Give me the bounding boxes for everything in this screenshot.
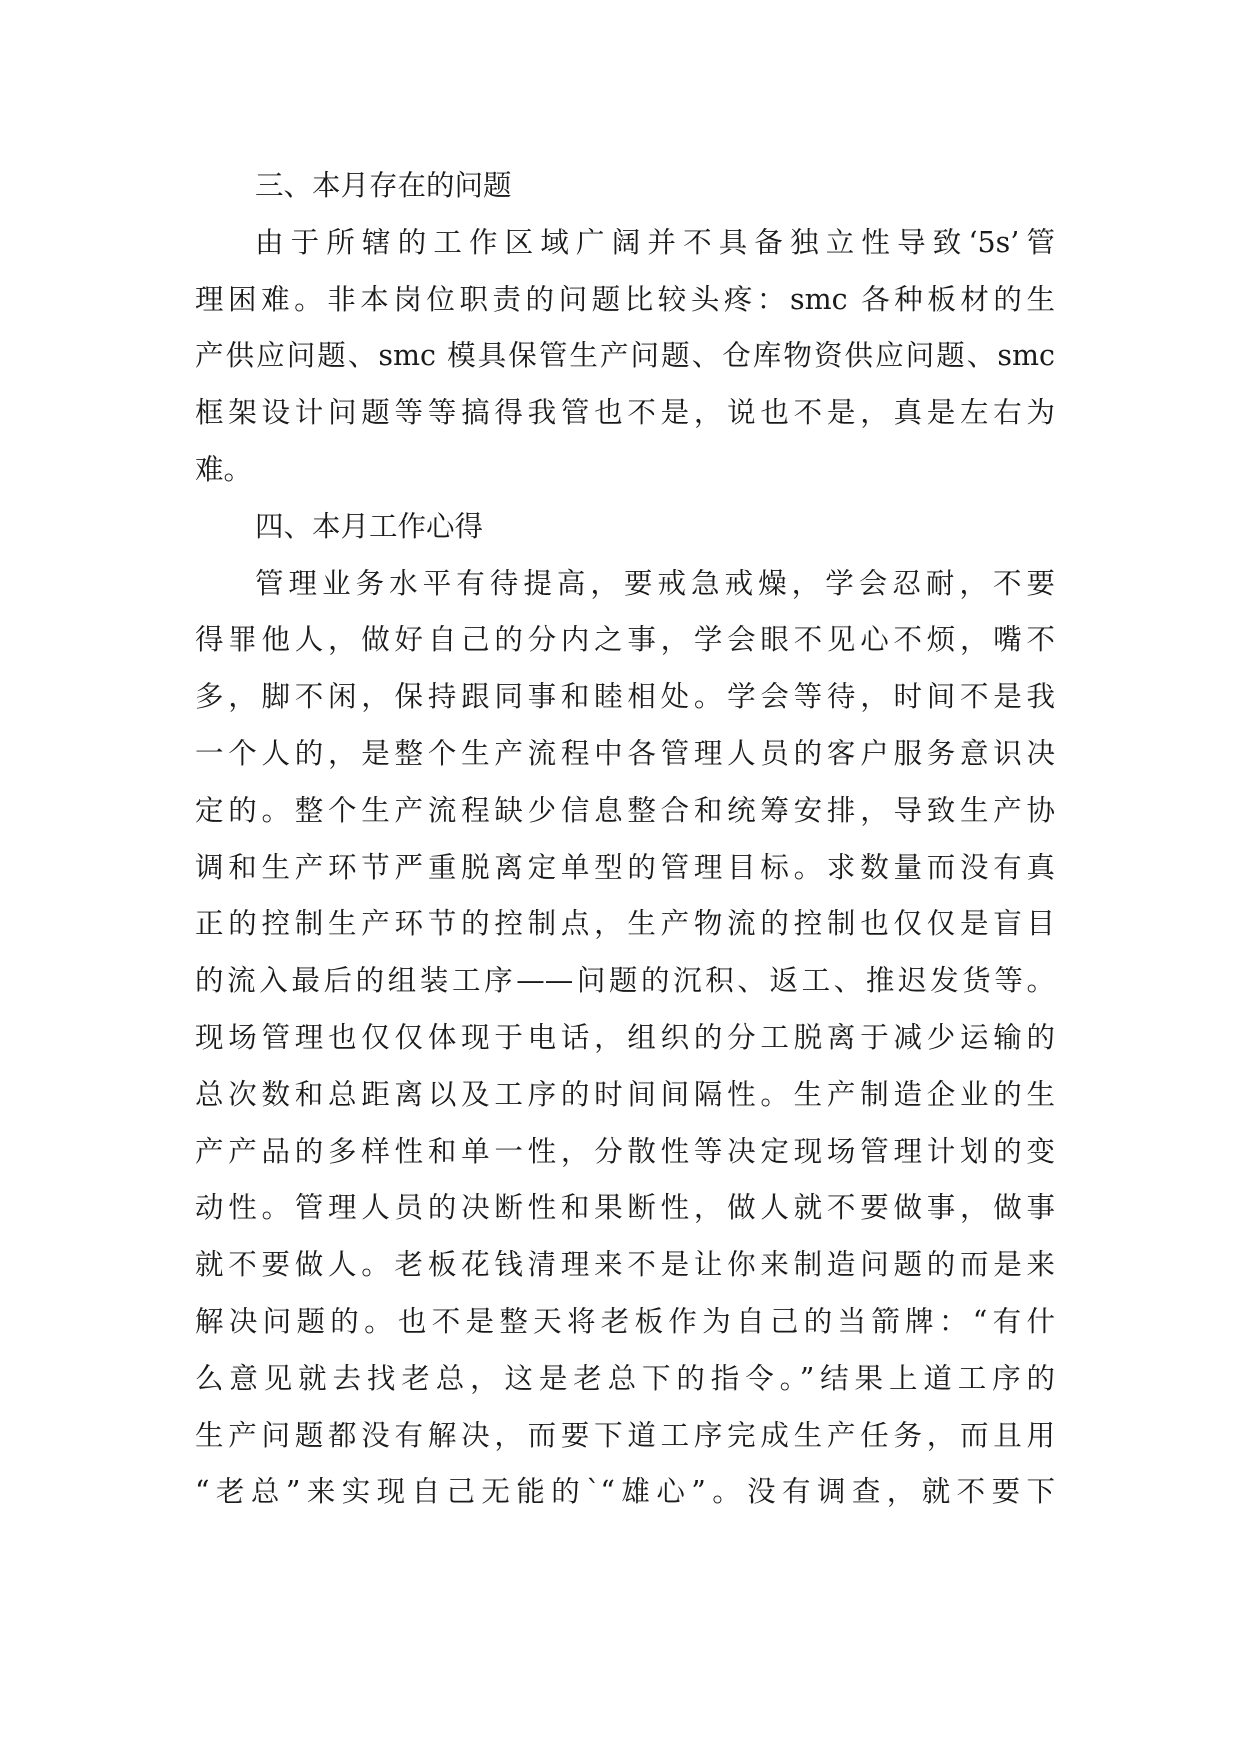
paragraph-line: 产产品的多样性和单一性，分散性等决定现场管理计划的变 (195, 1134, 1055, 1168)
paragraph-line: 动性。管理人员的决断性和果断性，做人就不要做事，做事 (195, 1191, 1055, 1225)
paragraph-line: 定的。整个生产流程缺少信息整合和统筹安排，导致生产协 (195, 793, 1055, 827)
paragraph-line: 产供应问题、smc 模具保管生产问题、仓库物资供应问题、smc (195, 339, 1055, 373)
paragraph-line: 由于所辖的工作区域广阔并不具备独立性导致‘5s’管 (255, 225, 1055, 259)
paragraph-line: 得罪他人，做好自己的分内之事，学会眼不见心不烦，嘴不 (195, 623, 1055, 657)
paragraph-line: 一个人的，是整个生产流程中各管理人员的客户服务意识决 (195, 736, 1055, 770)
paragraph-line: 就不要做人。老板花钱清理来不是让你来制造问题的而是来 (195, 1248, 1055, 1282)
paragraph-line: 管理业务水平有待提高，要戒急戒燥，学会忍耐，不要 (255, 566, 1055, 600)
paragraph-line: 的流入最后的组装工序——问题的沉积、返工、推迟发货等。 (195, 964, 1055, 998)
document-body (195, 158, 1055, 1521)
paragraph-line: 生产问题都没有解决，而要下道工序完成生产任务，而且用 (195, 1418, 1055, 1452)
paragraph-line: 现场管理也仅仅体现于电话，组织的分工脱离于减少运输的 (195, 1020, 1055, 1054)
paragraph-line: 难。 (195, 452, 253, 486)
section-heading: 三、本月存在的问题 (255, 169, 512, 202)
paragraph-line: “老总”来实现自己无能的`“雄心”。没有调查，就不要下 (195, 1475, 1055, 1509)
paragraph-line: 正的控制生产环节的控制点，生产物流的控制也仅仅是盲目 (195, 907, 1055, 941)
paragraph-line: 解决问题的。也不是整天将老板作为自己的当箭牌：“有什 (195, 1304, 1055, 1338)
paragraph-line: 多，脚不闲，保持跟同事和睦相处。学会等待，时间不是我 (195, 680, 1055, 714)
paragraph-line: 框架设计问题等等搞得我管也不是，说也不是，真是左右为 (195, 396, 1055, 430)
paragraph-line: 调和生产环节严重脱离定单型的管理目标。求数量而没有真 (195, 850, 1055, 884)
paragraph-line: 么意见就去找老总，这是老总下的指令。”结果上道工序的 (195, 1361, 1055, 1395)
paragraph-line: 理困难。非本岗位职责的问题比较头疼：smc 各种板材的生 (195, 282, 1055, 316)
paragraph-line: 总次数和总距离以及工序的时间间隔性。生产制造企业的生 (195, 1077, 1055, 1111)
section-heading: 四、本月工作心得 (255, 509, 484, 543)
